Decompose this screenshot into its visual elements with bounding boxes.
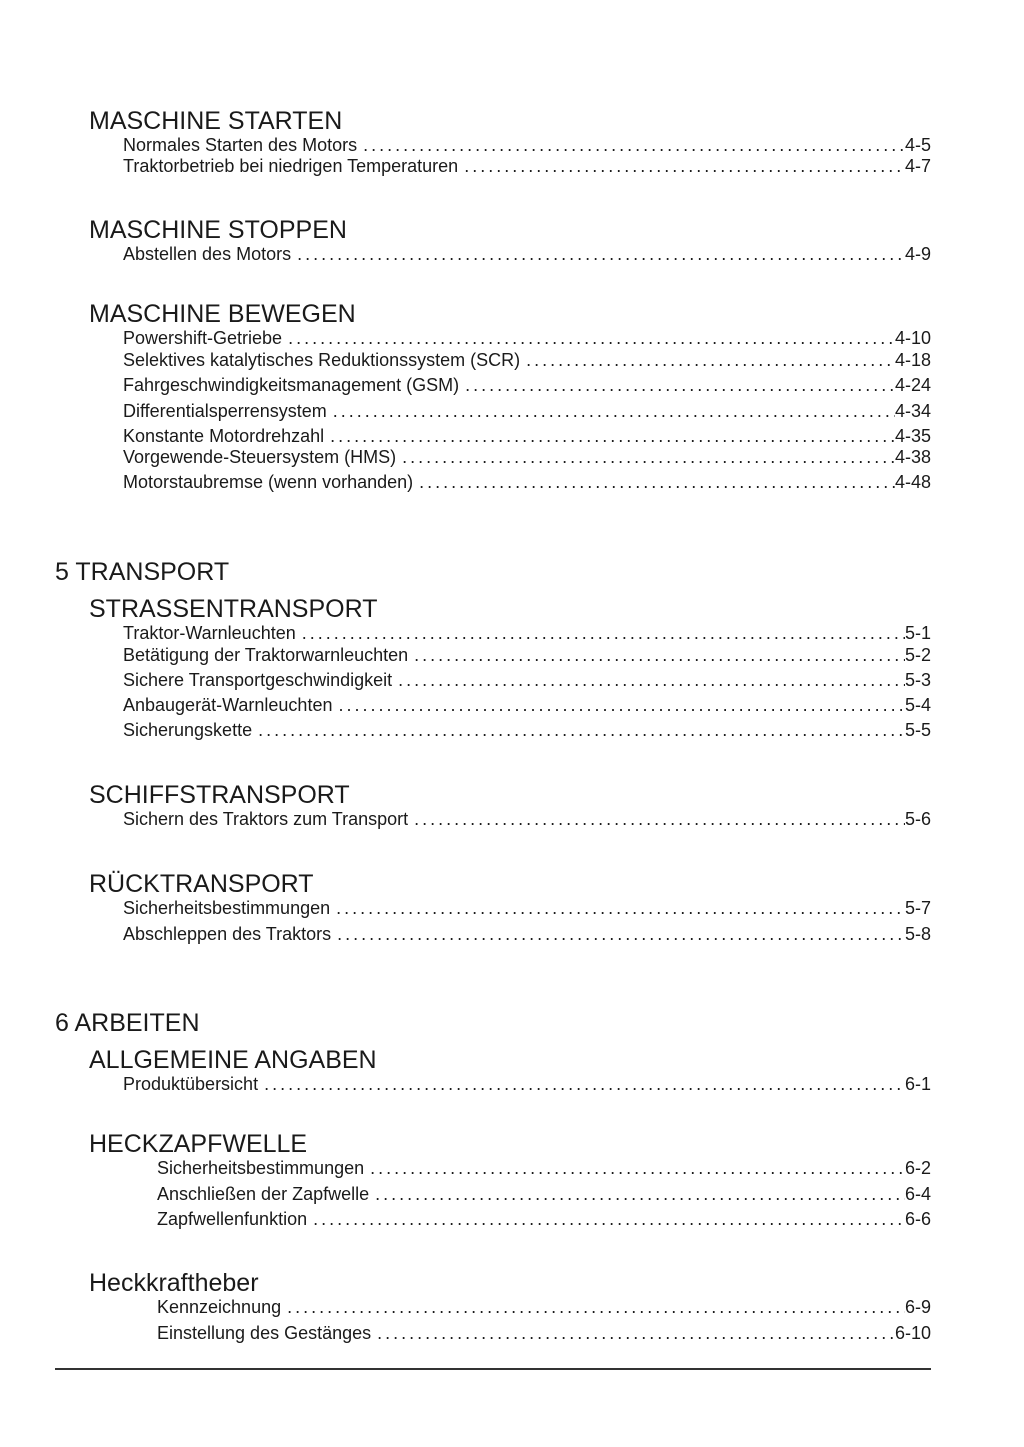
toc-entry-label: Motorstaubremse (wenn vorhanden) xyxy=(123,472,414,492)
toc-page-number: 5-8 xyxy=(904,924,931,944)
toc-entry[interactable] xyxy=(157,1183,931,1205)
toc-entry[interactable] xyxy=(123,446,931,468)
toc-entry-label: Kennzeichnung xyxy=(157,1297,282,1317)
toc-entry-label: Traktorbetrieb bei niedrigen Temperaturen xyxy=(123,156,459,176)
toc-entry-label: Selektives katalytisches Reduktionssystem (SCR) xyxy=(123,350,521,370)
toc-page-number: 5-1 xyxy=(904,623,931,643)
toc-entry-label: Sichern des Traktors zum Transport xyxy=(123,809,409,829)
toc-page-number: 5-4 xyxy=(904,695,931,715)
toc-page-number: 4-38 xyxy=(894,447,931,467)
toc-entry[interactable] xyxy=(123,669,931,691)
section-heading: MASCHINE STOPPEN xyxy=(89,216,347,244)
toc-entry[interactable] xyxy=(123,134,931,156)
leader-dots xyxy=(396,446,895,468)
section-heading: ALLGEMEINE ANGABEN xyxy=(89,1046,377,1074)
toc-entry-label: Sicherungskette xyxy=(123,720,253,740)
toc-page-number: 4-5 xyxy=(904,135,931,155)
toc-entry[interactable] xyxy=(123,808,931,830)
toc-page-number: 4-34 xyxy=(894,401,931,421)
leader-dots xyxy=(324,425,895,447)
toc-page-number: 5-5 xyxy=(904,720,931,740)
leader-dots xyxy=(296,622,905,644)
toc-entry-label: Differentialsperrensystem xyxy=(123,401,327,421)
toc-entry[interactable] xyxy=(123,719,931,741)
toc-entry[interactable] xyxy=(157,1157,931,1179)
toc-entry-label: Traktor-Warnleuchten xyxy=(123,623,296,643)
toc-entry-label: Konstante Motordrehzahl xyxy=(123,426,325,446)
toc-entry[interactable] xyxy=(157,1322,931,1344)
section-heading: RÜCKTRANSPORT xyxy=(89,870,314,898)
toc-entry[interactable] xyxy=(123,471,931,493)
toc-page-number: 6-6 xyxy=(904,1209,931,1229)
leader-dots xyxy=(364,1157,905,1179)
leader-dots xyxy=(458,155,905,177)
toc-entry-label: Sicherheitsbestimmungen xyxy=(123,898,331,918)
toc-page-number: 4-10 xyxy=(894,328,931,348)
toc-entry-label: Sichere Transportgeschwindigkeit xyxy=(123,670,393,690)
toc-entry-label: Abschleppen des Traktors xyxy=(123,924,332,944)
toc-page-number: 6-1 xyxy=(904,1074,931,1094)
toc-entry-label: Fahrgeschwindigkeitsmanagement (GSM) xyxy=(123,375,460,395)
chapter-heading: 5 TRANSPORT xyxy=(55,558,230,586)
leader-dots xyxy=(252,719,905,741)
toc-page-number: 6-10 xyxy=(894,1323,931,1343)
leader-dots xyxy=(332,694,905,716)
toc-entry-label: Betätigung der Traktorwarnleuchten xyxy=(123,645,409,665)
toc-page-number: 6-2 xyxy=(904,1158,931,1178)
leader-dots xyxy=(258,1073,905,1095)
toc-entry[interactable] xyxy=(123,923,931,945)
toc-entry-label: Zapfwellenfunktion xyxy=(157,1209,308,1229)
leader-dots xyxy=(327,400,895,422)
toc-entry-label: Anschließen der Zapfwelle xyxy=(157,1184,370,1204)
toc-entry-label: Einstellung des Gestänges xyxy=(157,1323,372,1343)
bottom-rule xyxy=(55,1368,931,1370)
toc-page-number: 5-7 xyxy=(904,898,931,918)
section-heading: MASCHINE BEWEGEN xyxy=(89,300,356,328)
toc-page-number: 5-2 xyxy=(904,645,931,665)
toc-entry-label: Sicherheitsbestimmungen xyxy=(157,1158,365,1178)
leader-dots xyxy=(459,374,895,396)
toc-entry[interactable] xyxy=(123,243,931,265)
leader-dots xyxy=(413,471,895,493)
toc-entry-label: Anbaugerät-Warnleuchten xyxy=(123,695,333,715)
section-heading: HECKZAPFWELLE xyxy=(89,1130,308,1158)
leader-dots xyxy=(371,1322,895,1344)
leader-dots xyxy=(307,1208,905,1230)
toc-entry[interactable] xyxy=(123,1073,931,1095)
toc-entry[interactable] xyxy=(123,622,931,644)
toc-page-number: 6-9 xyxy=(904,1297,931,1317)
toc-page-number: 4-9 xyxy=(904,244,931,264)
leader-dots xyxy=(520,349,895,371)
leader-dots xyxy=(408,808,905,830)
toc-entry[interactable] xyxy=(123,400,931,422)
leader-dots xyxy=(408,644,905,666)
toc-page-number: 5-3 xyxy=(904,670,931,690)
toc-page-number: 4-35 xyxy=(894,426,931,446)
toc-entry-label: Vorgewende-Steuersystem (HMS) xyxy=(123,447,397,467)
leader-dots xyxy=(281,1296,905,1318)
toc-entry[interactable] xyxy=(123,644,931,666)
leader-dots xyxy=(330,897,905,919)
toc-entry[interactable] xyxy=(123,374,931,396)
toc-entry[interactable] xyxy=(123,897,931,919)
leader-dots xyxy=(282,327,895,349)
section-heading: SCHIFFSTRANSPORT xyxy=(89,781,350,809)
section-heading: Heckkraftheber xyxy=(89,1269,259,1297)
chapter-heading: 6 ARBEITEN xyxy=(55,1009,200,1037)
section-heading: STRASSENTRANSPORT xyxy=(89,595,378,623)
toc-entry-label: Powershift-Getriebe xyxy=(123,328,283,348)
toc-entry[interactable] xyxy=(157,1296,931,1318)
toc-entry[interactable] xyxy=(123,425,931,447)
toc-page-number: 6-4 xyxy=(904,1184,931,1204)
toc-page-number: 5-6 xyxy=(904,809,931,829)
leader-dots xyxy=(369,1183,905,1205)
toc-entry[interactable] xyxy=(123,694,931,716)
toc-entry[interactable] xyxy=(123,327,931,349)
toc-entry-label: Produktübersicht xyxy=(123,1074,259,1094)
toc-entry-label: Abstellen des Motors xyxy=(123,244,292,264)
toc-entry[interactable] xyxy=(123,155,931,177)
toc-entry[interactable] xyxy=(123,349,931,371)
toc-page-number: 4-18 xyxy=(894,350,931,370)
leader-dots xyxy=(392,669,905,691)
leader-dots xyxy=(331,923,905,945)
leader-dots xyxy=(291,243,905,265)
toc-page-number: 4-48 xyxy=(894,472,931,492)
toc-page-number: 4-7 xyxy=(904,156,931,176)
section-heading: MASCHINE STARTEN xyxy=(89,107,343,135)
toc-page-number: 4-24 xyxy=(894,375,931,395)
leader-dots xyxy=(357,134,905,156)
toc-entry-label: Normales Starten des Motors xyxy=(123,135,358,155)
toc-entry[interactable] xyxy=(157,1208,931,1230)
